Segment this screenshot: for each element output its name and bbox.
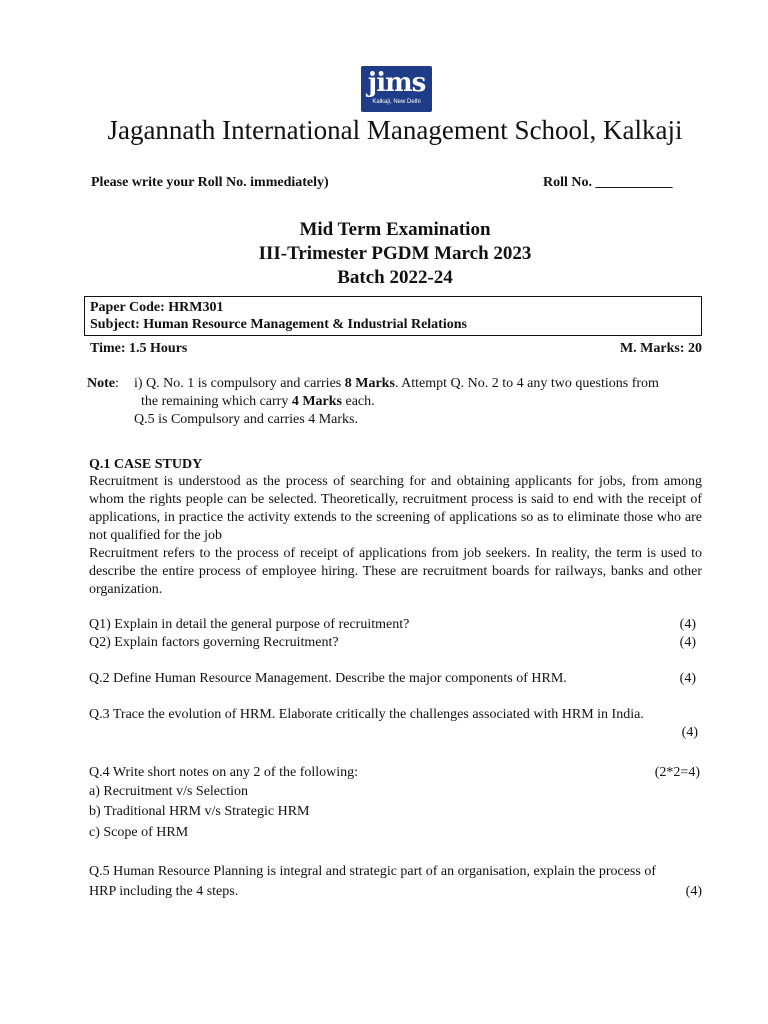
max-marks: M. Marks: 20 (619, 341, 702, 356)
note-label-text: Note (87, 376, 115, 391)
q1-sub-1-marks: (4) (679, 617, 696, 632)
q4-option-b: b) Traditional HRM v/s Strategic HRM (89, 804, 310, 819)
note-text: i) Q. No. 1 is compulsory and carries (134, 376, 345, 391)
q1-sub-2-marks: (4) (679, 635, 696, 650)
note-bold: 4 Marks (291, 394, 342, 409)
exam-program: III-Trimester PGDM March 2023 (258, 243, 532, 264)
q4-option-a: a) Recruitment v/s Selection (89, 784, 249, 799)
q2-marks: (4) (679, 671, 696, 686)
q1-sub-question-1: Q1) Explain in detail the general purpose of recruitment? (89, 617, 410, 632)
note-line-3: Q.5 is Compulsory and carries 4 Marks. (134, 412, 358, 427)
paper-code: Paper Code: HRM301 (90, 300, 224, 315)
q2-text: Q.2 Define Human Resource Management. Describe the major components of HRM. (89, 671, 567, 686)
logo-subtext: Kalkaji, New Delhi (372, 99, 421, 105)
exam-batch: Batch 2022-24 (337, 267, 453, 288)
note-text: the remaining which carry (141, 394, 292, 409)
q4-marks: (2*2=4) (654, 765, 700, 780)
q4-option-c: c) Scope of HRM (89, 825, 189, 840)
note-text: . Attempt Q. No. 2 to 4 any two questions from (394, 376, 659, 391)
q5-marks: (4) (685, 884, 702, 899)
q5-line-1: Q.5 Human Resource Planning is integral and strategic part of an organisation, explain the process of (89, 864, 656, 879)
school-name: Jagannath International Management School, Kalkaji (107, 115, 683, 145)
logo-text: jims (367, 68, 426, 98)
note-bold: 8 Marks (344, 376, 395, 391)
q1-paragraph-1: Recruitment is understood as the process of searching for and obtaining applicants for jobs, from among whom the rights people can be selected. Theoretically, recruitment process is said to end with the receipt of applications, in practice the activity extends to the screening of applications so as to eliminate those who are not qualified for the job (89, 474, 702, 543)
roll-instruction: Please write your Roll No. immediately) (91, 175, 329, 190)
exam-title: Mid Term Examination (299, 219, 491, 240)
q4-text: Q.4 Write short notes on any 2 of the following: (89, 765, 359, 780)
school-logo (361, 66, 432, 112)
paper-info-box (84, 296, 702, 336)
q5-line-2: HRP including the 4 steps. (89, 884, 239, 899)
note-line-2 (141, 393, 375, 410)
note-colon: : (115, 376, 119, 391)
q1-heading: Q.1 CASE STUDY (89, 457, 203, 472)
note-text: each. (342, 394, 375, 409)
q1-paragraph-2: Recruitment refers to the process of receipt of applications from job seekers. In reality, the term is used to describe the entire process of employee hiring. These are recruitment boards for railways, banks and other organization. (89, 546, 702, 597)
roll-number-field: Roll No. ___________ (543, 175, 673, 190)
q1-sub-question-2: Q2) Explain factors governing Recruitment? (89, 635, 339, 650)
note-label (87, 375, 119, 392)
q3-marks: (4) (681, 725, 698, 740)
exam-time: Time: 1.5 Hours (90, 341, 188, 356)
paper-subject: Subject: Human Resource Management & Industrial Relations (90, 317, 467, 332)
note-line-1 (134, 375, 659, 392)
q3-text: Q.3 Trace the evolution of HRM. Elaborate critically the challenges associated with HRM in India. (89, 707, 644, 722)
